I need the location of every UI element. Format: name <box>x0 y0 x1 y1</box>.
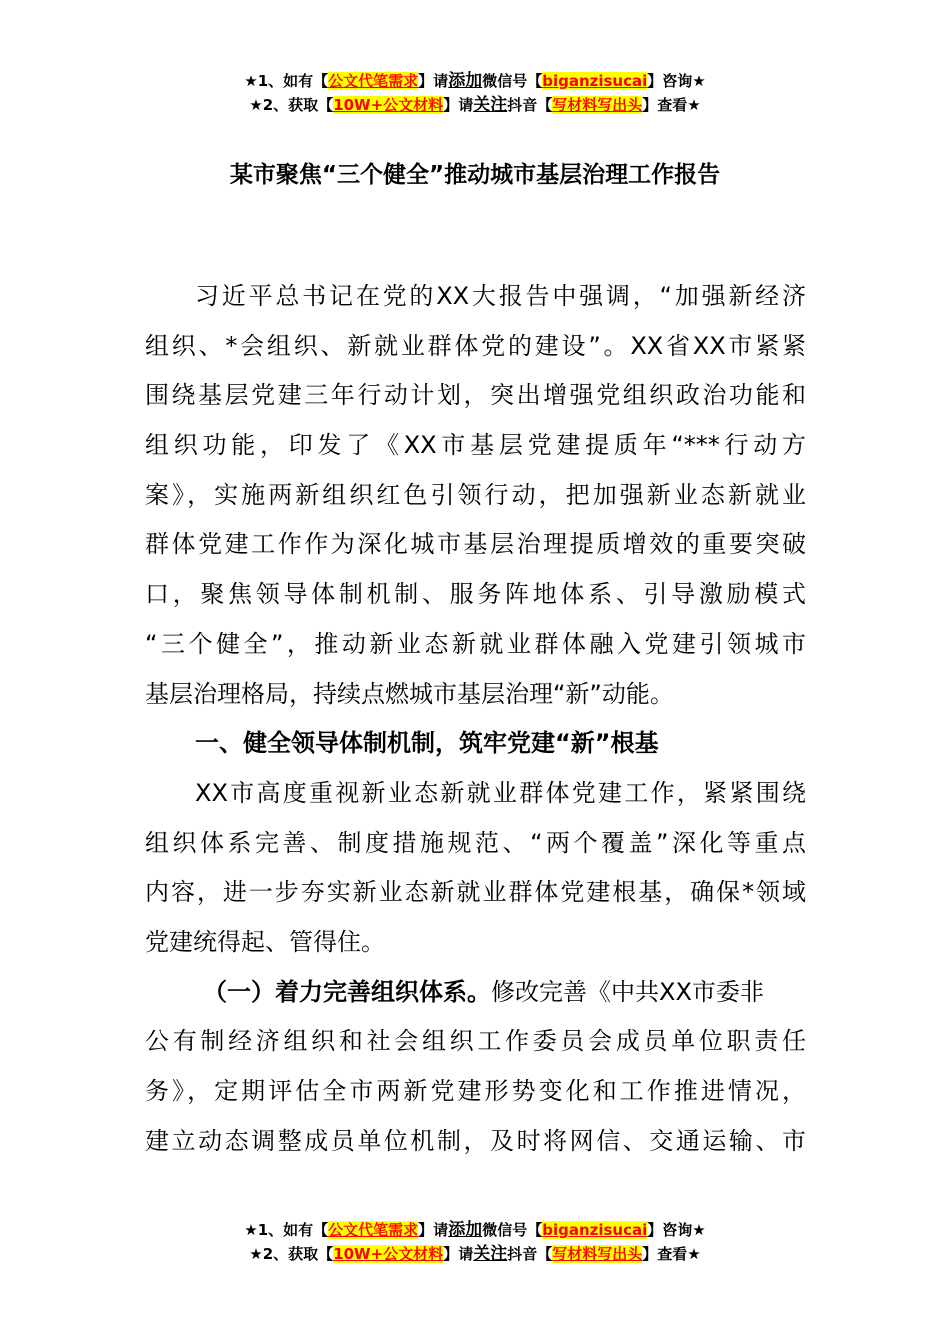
text-line: 务》，定期评估全市两新党建形势变化和工作推进情况， <box>145 1077 806 1105</box>
text-line: 口，聚焦领导体制机制、服务阵地体系、引导激励模式 <box>145 580 806 609</box>
banner-line-2: ★2、获取【10W+公文材料】请关注抖音【写材料写出头】查看★ <box>249 95 701 115</box>
text-line: 公有制经济组织和社会组织工作委员会成员单位职责任 <box>145 1027 806 1056</box>
text-line: 组织功能，印发了《XX市基层党建提质年“***行动方 <box>145 431 806 460</box>
promo-banner-top <box>0 69 950 117</box>
banner-line-2: ★2、获取【10W+公文材料】请关注抖音【写材料写出头】查看★ <box>249 1244 701 1264</box>
text-line: 基层治理格局，持续点燃城市基层治理“新”动能。 <box>145 679 674 708</box>
promo-banner-bottom <box>0 1218 950 1266</box>
text-span: 修改完善《中共XX市委非 <box>491 977 764 1006</box>
text-line: 组织、*会组织、新就业群体党的建设”。XX省XX市紧紧 <box>145 331 806 360</box>
document-title: 某市聚焦“三个健全”推动城市基层治理工作报告 <box>229 162 721 188</box>
subsection-heading: （一）着力完善组织体系。 <box>203 977 491 1006</box>
text-line: 案》，实施两新组织红色引领行动，把加强新业态新就业 <box>145 480 806 509</box>
banner-line-1: ★1、如有【公文代笔需求】请添加微信号【biganzisucai】咨询★ <box>244 1220 706 1240</box>
text-line: 群体党建工作作为深化城市基层治理提质增效的重要突破 <box>145 530 806 559</box>
text-line: 党建统得起、管得住。 <box>145 927 385 956</box>
text-line: 围绕基层党建三年行动计划，突出增强党组织政治功能和 <box>145 381 806 410</box>
text-line <box>145 968 806 1018</box>
text-line: 建立动态调整成员单位机制，及时将网信、交通运输、市 <box>145 1126 806 1155</box>
document-body <box>145 272 806 1166</box>
text-line: 习近平总书记在党的XX大报告中强调，“加强新经济 <box>195 282 806 310</box>
banner-line-1: ★1、如有【公文代笔需求】请添加微信号【biganzisucai】咨询★ <box>244 71 706 91</box>
text-line: XX市高度重视新业态新就业群体党建工作，紧紧围绕 <box>195 778 806 807</box>
text-line: “三个健全”，推动新业态新就业群体融入党建引领城市 <box>145 629 806 658</box>
text-line: 组织体系完善、制度措施规范、“两个覆盖”深化等重点 <box>145 828 806 857</box>
text-line: 内容，进一步夯实新业态新就业群体党建根基，确保*领域 <box>145 878 806 907</box>
section-heading: 一、健全领导体制机制，筑牢党建“新”根基 <box>195 729 659 758</box>
